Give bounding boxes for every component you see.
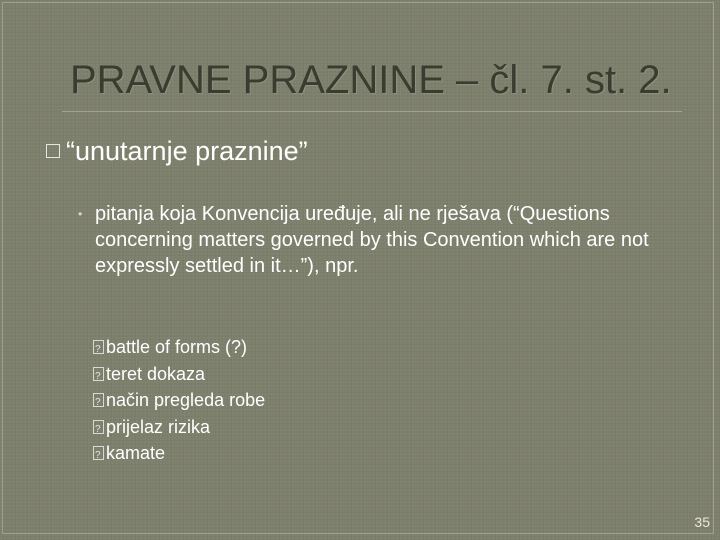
list-item [93,414,265,441]
square-bullet-icon [46,144,60,158]
list-item-text: teret dokaza [106,363,206,384]
level3-list [93,334,265,467]
page-number: 35 [694,514,710,530]
missing-glyph-bullet-icon [93,446,104,460]
level1-item [46,136,308,167]
list-item-text: kamate [106,443,166,463]
list-item [93,361,265,388]
list-item-text: prijelaz rizika [106,416,211,437]
level2-item [78,201,678,279]
list-item-text: battle of forms (?) [106,337,248,357]
missing-glyph-bullet-icon [93,367,104,381]
level1-text: “unutarnje praznine” [66,136,308,166]
list-item [93,440,265,467]
slide-title: PRAVNE PRAZNINE – čl. 7. st. 2. [70,58,672,102]
list-item-text: način pregleda robe [106,390,266,410]
level2-bullet: • [78,207,83,221]
list-item [93,334,265,361]
missing-glyph-bullet-icon [93,420,104,434]
missing-glyph-bullet-icon [93,393,104,407]
level2-text: pitanja koja Konvencija uređuje, ali ne rješava (“Questions concerning matters governed by this Convention which are not expressly settled in it…”), npr. [95,203,649,277]
missing-glyph-bullet-icon [93,340,104,354]
list-item [93,387,265,414]
title-divider [62,111,682,112]
